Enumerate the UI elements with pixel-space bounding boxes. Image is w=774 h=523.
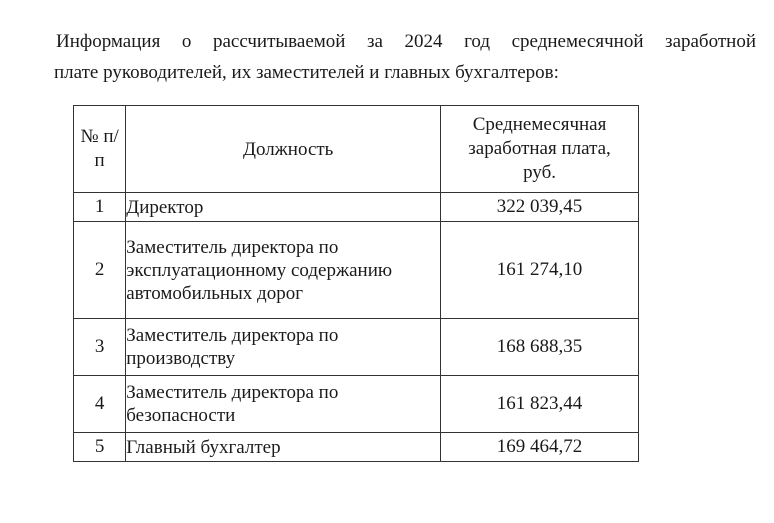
document-heading: [56, 26, 756, 88]
row-salary: 161 823,44: [441, 376, 639, 433]
row-salary: 161 274,10: [441, 222, 639, 319]
table-row: [74, 222, 639, 319]
table-row: [74, 376, 639, 433]
row-num: 3: [74, 319, 126, 376]
row-position: Заместитель директора по производству: [126, 319, 441, 376]
row-salary: 322 039,45: [441, 193, 639, 222]
header-position: Должность: [126, 106, 441, 193]
row-position: Заместитель директора по безопасности: [126, 376, 441, 433]
heading-line-2: плате руководителей, их заместителей и главных бухгалтеров:: [54, 62, 559, 83]
table-row: [74, 193, 639, 222]
table-row: [74, 433, 639, 462]
header-salary-label: Среднемесячная заработная плата, руб.: [468, 114, 611, 183]
salary-table: [73, 105, 639, 462]
row-position: Заместитель директора по эксплуатационному содержанию автомобильных дорог: [126, 222, 441, 319]
row-position: Директор: [126, 193, 441, 222]
heading-line-1: Информация о рассчитываемой за 2024 год среднемесячной заработной: [56, 31, 756, 52]
row-salary: 168 688,35: [441, 319, 639, 376]
table-header-row: [74, 106, 639, 193]
row-num: 4: [74, 376, 126, 433]
row-salary: 169 464,72: [441, 433, 639, 462]
row-position: Главный бухгалтер: [126, 433, 441, 462]
row-num: 5: [74, 433, 126, 462]
row-num: 1: [74, 193, 126, 222]
header-salary: [441, 106, 639, 193]
header-num: [74, 106, 126, 193]
table-row: [74, 319, 639, 376]
row-num: 2: [74, 222, 126, 319]
header-num-label: № п/п: [80, 126, 119, 171]
